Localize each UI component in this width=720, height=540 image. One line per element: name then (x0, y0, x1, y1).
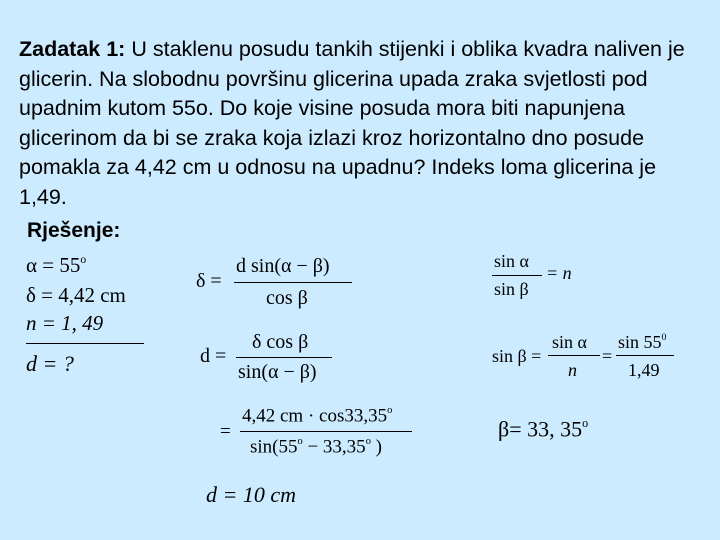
formula4-lhs: sin β = (492, 346, 542, 366)
formula4-fraction-bar-2 (616, 355, 674, 356)
formula1-lhs: δ = (196, 270, 222, 292)
formula5-numerator: 4,42 cm · $\cos 33,35^o$ (242, 405, 393, 427)
solution-heading: Rješenje: (27, 219, 121, 242)
formula1-numerator: d sin(α − β) (236, 255, 330, 277)
formula3-rhs: = n (546, 263, 572, 283)
formula2-denominator: sin(α − β) (238, 361, 317, 383)
formula5-eq: = (220, 421, 231, 442)
formula-numeric (220, 404, 420, 462)
formula5-denominator: $\sin(55^o - 33,35^o$ ) (250, 436, 382, 458)
given-delta: δ = 4,42 cm (26, 283, 126, 307)
formula2-lhs: d = (200, 345, 227, 367)
separator-line (26, 343, 144, 344)
formula4-denominator: n (568, 360, 577, 380)
formula-d (200, 331, 340, 386)
result-d: d = 10 cm (206, 482, 296, 507)
formula4-den2: 1,49 (628, 360, 660, 380)
formula5-fraction-bar (240, 431, 412, 432)
problem-text: U staklenu posudu tankih stijenki i oblika kvadra naliven je glicerin. Na slobodnu površinu glicerina upada zraka svjetlosti pod upadnim kutom 55o. Do koje visine posuda mora biti napunjena glicerinom da bi se zraka koja izlazi kroz horizontalno dno posude pomakla za 4,42 cm u odnosu na upadnu? Indeks loma glicerina je 1,49. (19, 37, 685, 209)
formula1-fraction-bar (234, 282, 352, 283)
formula2-numerator: δ cos β (252, 331, 309, 353)
formula-sin-beta (490, 332, 695, 385)
formula3-numerator: sin α (494, 251, 529, 271)
formula4-num2: $\sin 55^0$ (618, 332, 667, 352)
given-n: n = 1, 49 (26, 311, 104, 335)
result-beta: β= 33, 35$^o$ (498, 416, 589, 442)
formula-delta (196, 251, 366, 313)
problem-label: Zadatak 1: (19, 37, 126, 61)
formula4-numerator: sin α (552, 332, 587, 352)
formula3-denominator: sin β (494, 279, 529, 299)
unknown-d: d = ? (26, 351, 74, 376)
formula4-fraction-bar (548, 355, 600, 356)
given-alpha: $\alpha = 55^o$ (26, 253, 87, 277)
formula4-equals: = (602, 346, 613, 366)
formula-snell (492, 249, 592, 305)
formula3-fraction-bar (492, 275, 542, 276)
formula2-fraction-bar (236, 357, 332, 358)
problem-statement (19, 35, 704, 212)
formula1-denominator: cos β (266, 287, 308, 309)
